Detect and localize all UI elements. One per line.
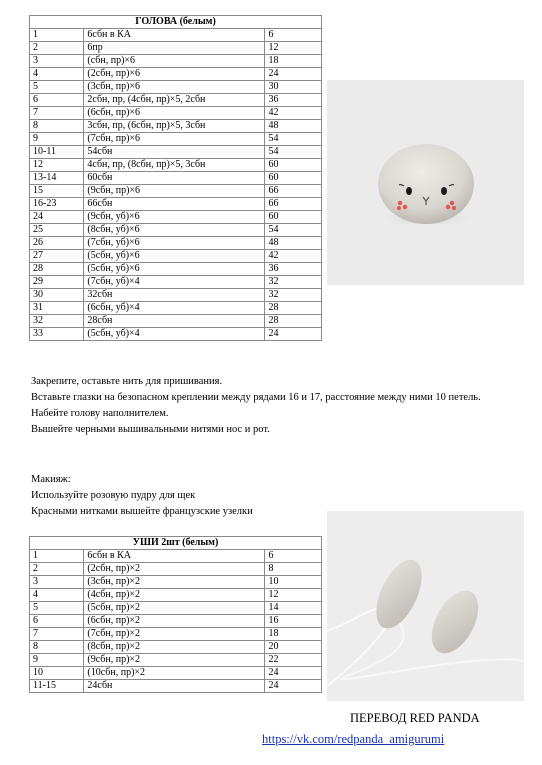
- row-instruction: (8сбн, уб)×6: [84, 224, 265, 237]
- row-stitch-count: 60: [265, 211, 322, 224]
- row-instruction: (6сбн, пр)×6: [84, 107, 265, 120]
- row-number: 3: [30, 576, 84, 589]
- row-stitch-count: 8: [265, 563, 322, 576]
- table-row: [30, 133, 322, 146]
- head-table-body: [30, 29, 322, 341]
- row-stitch-count: 42: [265, 250, 322, 263]
- table-row: [30, 654, 322, 667]
- row-stitch-count: 54: [265, 133, 322, 146]
- row-instruction: (7сбн, уб)×4: [84, 276, 265, 289]
- row-stitch-count: 28: [265, 302, 322, 315]
- row-stitch-count: 54: [265, 146, 322, 159]
- row-stitch-count: 66: [265, 198, 322, 211]
- row-number: 31: [30, 302, 84, 315]
- row-number: 9: [30, 133, 84, 146]
- row-stitch-count: 22: [265, 654, 322, 667]
- row-stitch-count: 48: [265, 237, 322, 250]
- row-stitch-count: 18: [265, 628, 322, 641]
- row-instruction: (3сбн, пр)×6: [84, 81, 265, 94]
- row-instruction: (9сбн, пр)×6: [84, 185, 265, 198]
- row-number: 16-23: [30, 198, 84, 211]
- row-instruction: 24сбн: [84, 680, 265, 693]
- row-stitch-count: 24: [265, 328, 322, 341]
- table-row: [30, 328, 322, 341]
- bunny-ears-illustration: [327, 511, 524, 701]
- row-number: 2: [30, 563, 84, 576]
- row-instruction: 60сбн: [84, 172, 265, 185]
- row-instruction: (7сбн, пр)×2: [84, 628, 265, 641]
- row-stitch-count: 14: [265, 602, 322, 615]
- row-number: 9: [30, 654, 84, 667]
- table-row: [30, 589, 322, 602]
- ears-pattern-table: [29, 536, 322, 693]
- row-number: 12: [30, 159, 84, 172]
- head-instructions: [31, 374, 511, 438]
- row-stitch-count: 20: [265, 641, 322, 654]
- row-instruction: (7сбн, пр)×6: [84, 133, 265, 146]
- head-note: Набейте голову наполнителем.: [31, 408, 169, 419]
- row-instruction: 2сбн, пр, (4сбн, пр)×5, 2сбн: [84, 94, 265, 107]
- table-row: [30, 550, 322, 563]
- row-stitch-count: 24: [265, 680, 322, 693]
- row-number: 6: [30, 94, 84, 107]
- row-number: 30: [30, 289, 84, 302]
- table-row: [30, 237, 322, 250]
- table-row: [30, 42, 322, 55]
- row-number: 7: [30, 107, 84, 120]
- makeup-title: Макияж:: [31, 474, 71, 485]
- row-instruction: (сбн, пр)×6: [84, 55, 265, 68]
- row-number: 26: [30, 237, 84, 250]
- row-number: 32: [30, 315, 84, 328]
- row-instruction: (5сбн, уб)×6: [84, 250, 265, 263]
- row-number: 24: [30, 211, 84, 224]
- table-row: [30, 107, 322, 120]
- row-number: 25: [30, 224, 84, 237]
- row-instruction: 32сбн: [84, 289, 265, 302]
- table-row: [30, 263, 322, 276]
- row-number: 7: [30, 628, 84, 641]
- row-instruction: (5сбн, пр)×2: [84, 602, 265, 615]
- ears-table-body: [30, 550, 322, 693]
- row-instruction: 66сбн: [84, 198, 265, 211]
- row-number: 15: [30, 185, 84, 198]
- table-row: [30, 250, 322, 263]
- row-instruction: (2сбн, пр)×2: [84, 563, 265, 576]
- row-number: 28: [30, 263, 84, 276]
- row-number: 29: [30, 276, 84, 289]
- row-stitch-count: 18: [265, 55, 322, 68]
- row-number: 3: [30, 55, 84, 68]
- table-row: [30, 563, 322, 576]
- row-instruction: (8сбн, пр)×2: [84, 641, 265, 654]
- table-row: [30, 667, 322, 680]
- row-number: 11-15: [30, 680, 84, 693]
- table-row: [30, 146, 322, 159]
- row-number: 10: [30, 667, 84, 680]
- row-number: 4: [30, 589, 84, 602]
- table-row: [30, 680, 322, 693]
- row-stitch-count: 54: [265, 224, 322, 237]
- makeup-instructions: [31, 472, 253, 520]
- table-row: [30, 185, 322, 198]
- row-number: 1: [30, 550, 84, 563]
- row-instruction: (5сбн, уб)×4: [84, 328, 265, 341]
- makeup-line: Используйте розовую пудру для щек: [31, 490, 196, 501]
- row-number: 13-14: [30, 172, 84, 185]
- table-row: [30, 628, 322, 641]
- row-number: 5: [30, 602, 84, 615]
- row-stitch-count: 60: [265, 159, 322, 172]
- row-instruction: (10сбн, пр)×2: [84, 667, 265, 680]
- bunny-head-photo: [327, 80, 524, 285]
- bunny-ears-photo: [327, 511, 524, 701]
- row-stitch-count: 6: [265, 29, 322, 42]
- row-stitch-count: 48: [265, 120, 322, 133]
- head-note: Вышейте черными вышивальными нитями нос и рот.: [31, 424, 270, 435]
- table-row: [30, 576, 322, 589]
- row-instruction: (3сбн, пр)×2: [84, 576, 265, 589]
- table-row: [30, 29, 322, 42]
- table-row: [30, 602, 322, 615]
- row-stitch-count: 12: [265, 589, 322, 602]
- row-stitch-count: 12: [265, 42, 322, 55]
- row-number: 2: [30, 42, 84, 55]
- row-stitch-count: 24: [265, 667, 322, 680]
- row-number: 5: [30, 81, 84, 94]
- table-row: [30, 198, 322, 211]
- table-row: [30, 276, 322, 289]
- head-pattern-table: [29, 15, 322, 341]
- table-row: [30, 302, 322, 315]
- row-stitch-count: 36: [265, 263, 322, 276]
- ears-table-title: УШИ 2шт (белым): [30, 537, 322, 550]
- row-number: 4: [30, 68, 84, 81]
- table-row: [30, 55, 322, 68]
- row-stitch-count: 66: [265, 185, 322, 198]
- row-stitch-count: 10: [265, 576, 322, 589]
- row-number: 27: [30, 250, 84, 263]
- table-row: [30, 289, 322, 302]
- bunny-head-illustration: [327, 80, 524, 285]
- row-number: 10-11: [30, 146, 84, 159]
- table-row: [30, 641, 322, 654]
- head-note: Закрепите, оставьте нить для пришивания.: [31, 376, 223, 387]
- row-stitch-count: 6: [265, 550, 322, 563]
- row-stitch-count: 32: [265, 289, 322, 302]
- table-row: [30, 172, 322, 185]
- row-stitch-count: 30: [265, 81, 322, 94]
- row-number: 8: [30, 641, 84, 654]
- table-row: [30, 315, 322, 328]
- table-row: [30, 68, 322, 81]
- row-instruction: 28сбн: [84, 315, 265, 328]
- row-stitch-count: 28: [265, 315, 322, 328]
- row-stitch-count: 16: [265, 615, 322, 628]
- row-instruction: 3сбн, пр, (6сбн, пр)×5, 3сбн: [84, 120, 265, 133]
- translation-credit: ПЕРЕВОД RED PANDA: [350, 711, 480, 725]
- row-instruction: 6пр: [84, 42, 265, 55]
- makeup-line: Красными нитками вышейте французские узелки: [31, 506, 253, 517]
- row-instruction: (5сбн, уб)×6: [84, 263, 265, 276]
- table-row: [30, 211, 322, 224]
- row-stitch-count: 60: [265, 172, 322, 185]
- row-number: 8: [30, 120, 84, 133]
- row-instruction: (6сбн, пр)×2: [84, 615, 265, 628]
- vk-group-link[interactable]: https://vk.com/redpanda_amigurumi: [262, 732, 445, 746]
- row-instruction: (2сбн, пр)×6: [84, 68, 265, 81]
- row-instruction: (6сбн, уб)×4: [84, 302, 265, 315]
- row-stitch-count: 36: [265, 94, 322, 107]
- table-row: [30, 94, 322, 107]
- row-stitch-count: 32: [265, 276, 322, 289]
- row-instruction: 4сбн, пр, (8сбн, пр)×5, 3сбн: [84, 159, 265, 172]
- row-stitch-count: 42: [265, 107, 322, 120]
- row-instruction: 54сбн: [84, 146, 265, 159]
- row-instruction: 6сбн в КА: [84, 550, 265, 563]
- head-table-title: ГОЛОВА (белым): [30, 16, 322, 29]
- row-instruction: (9сбн, пр)×2: [84, 654, 265, 667]
- row-number: 6: [30, 615, 84, 628]
- table-row: [30, 120, 322, 133]
- table-row: [30, 615, 322, 628]
- row-number: 33: [30, 328, 84, 341]
- row-instruction: (9сбн, уб)×6: [84, 211, 265, 224]
- row-number: 1: [30, 29, 84, 42]
- table-row: [30, 81, 322, 94]
- row-stitch-count: 24: [265, 68, 322, 81]
- row-instruction: 6сбн в КА: [84, 29, 265, 42]
- table-row: [30, 224, 322, 237]
- row-instruction: (7сбн, уб)×6: [84, 237, 265, 250]
- head-note: Вставьте глазки на безопасном креплении между рядами 16 и 17, расстояние между ними 10 петель.: [31, 392, 481, 403]
- row-instruction: (4сбн, пр)×2: [84, 589, 265, 602]
- table-row: [30, 159, 322, 172]
